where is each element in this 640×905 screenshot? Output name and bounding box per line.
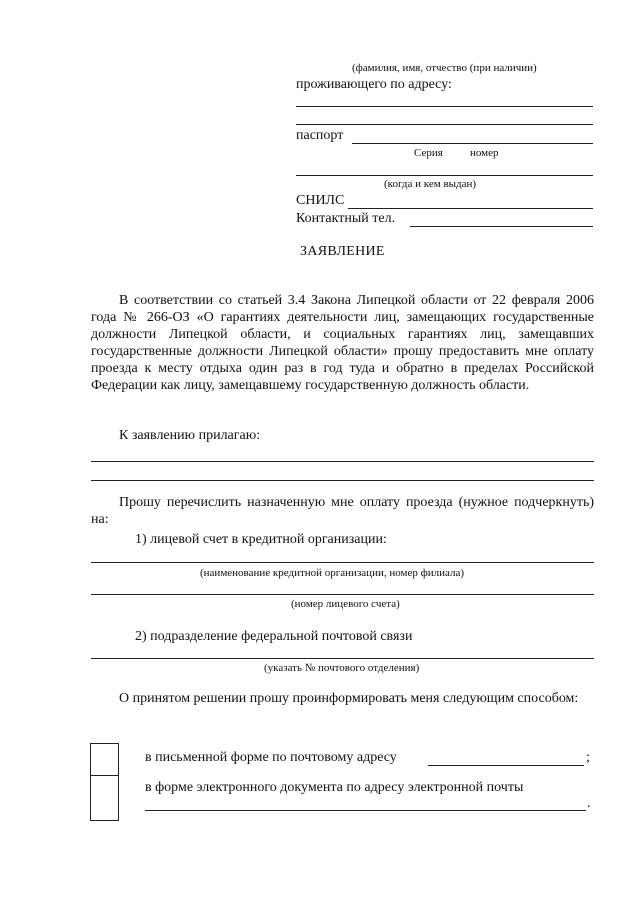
inform-paragraph: О принятом решении прошу проинформировать меня следующим способом: [119,691,579,706]
method-paper-label: в письменной форме по почтовому адресу [145,750,397,765]
address-label: проживающего по адресу: [296,77,452,92]
checkbox-email[interactable] [90,775,119,821]
attach-line-2[interactable] [91,480,594,481]
bank-line[interactable] [91,562,594,563]
snils-line[interactable] [348,208,593,209]
post-line[interactable] [91,658,594,659]
attach-line-1[interactable] [91,461,594,462]
number-label: номер [470,147,499,159]
post-caption: (указать № почтового отделения) [264,662,420,674]
address-line-2[interactable] [296,124,593,125]
semicolon: ; [586,750,590,765]
phone-label: Контактный тел. [296,211,396,226]
snils-label: СНИЛС [296,193,345,208]
bank-caption: (наименование кредитной организации, номер филиала) [200,567,465,579]
address-line-1[interactable] [296,106,593,107]
passport-line[interactable] [352,143,593,144]
option-1-label: 1) лицевой счет в кредитной организации: [135,532,387,547]
method-email-label: в форме электронного документа по адресу электронной почты [145,780,524,795]
email-address-line[interactable] [145,810,586,811]
issued-caption: (когда и кем выдан) [384,178,477,190]
account-caption: (номер лицевого счета) [291,598,400,610]
option-2-label: 2) подразделение федеральной почтовой связи [135,629,413,644]
phone-line[interactable] [410,226,593,227]
series-label: Серия [414,147,443,159]
fio-caption: (фамилия, имя, отчество (при наличии) [352,62,537,74]
paragraph-main: В соответствии со статьей 3.4 Закона Липецкой области от 22 февраля 2006 года № 266-ОЗ «О гарантиях деятельности лиц, замещающих государственные должности Липецкой области, и социальных гарантиях лиц, замещавших государственные должности Липецкой области» прошу предоставить мне оплату проезда к месту отдыха один раз в год туда и обратно в пределах Российской Федерации как лицу, замещавшему государственную должность области. [91,293,594,393]
transfer-paragraph: Прошу перечислить назначенную мне оплату проезда (нужное подчеркнуть) на: [91,495,594,527]
postal-address-line[interactable] [428,765,584,766]
attach-label: К заявлению прилагаю: [119,428,261,443]
period: . [587,796,591,811]
issued-line[interactable] [296,175,593,176]
passport-label: паспорт [296,128,344,143]
checkbox-paper[interactable] [90,743,119,777]
document-title: ЗАЯВЛЕНИЕ [300,244,385,259]
account-line[interactable] [91,594,594,595]
